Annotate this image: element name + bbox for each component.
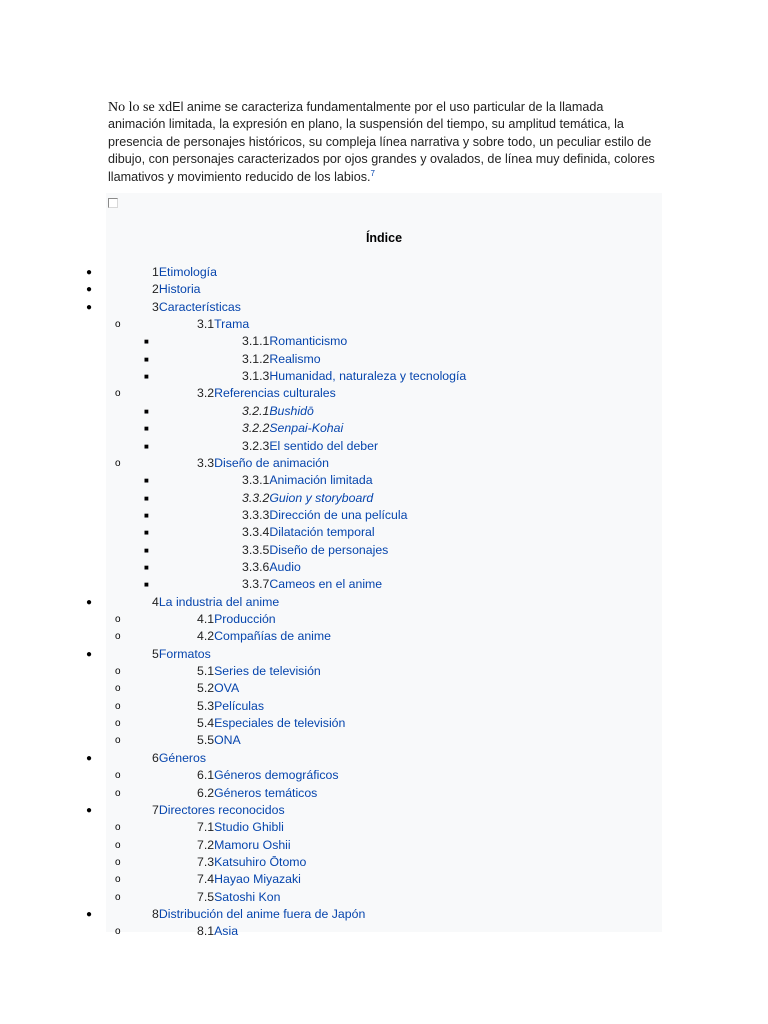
toc-number: 3.3.4 [242,525,270,540]
toc-entry-link[interactable] [197,923,238,940]
toc-label[interactable]: Humanidad, naturaleza y tecnología [269,369,467,384]
toc-number: 3.3.1 [242,473,270,488]
toc-label[interactable]: Etimología [158,265,217,279]
toc-label[interactable]: Trama [214,317,250,332]
toc-title: Índice [365,231,403,245]
toc-entry-link[interactable] [152,594,279,611]
toc-label[interactable]: Directores reconocidos [158,802,285,817]
toc-number: 3.2 [197,386,215,401]
toc-entry-link[interactable] [242,559,301,576]
toc-entry-link[interactable] [152,646,211,663]
list-bullet-icon: ■ [144,528,149,538]
toc-label[interactable]: Satoshi Kon [214,889,281,904]
toc-number: 4.1 [197,612,215,626]
toc-entry-link[interactable] [197,767,339,784]
toc-label[interactable]: Formatos [158,646,211,661]
toc-label[interactable]: Producción [214,612,276,626]
toc-entry-link[interactable] [197,819,284,836]
list-bullet-icon: ● [86,301,93,313]
list-bullet-icon: o [115,614,121,625]
list-bullet-icon: o [115,666,121,678]
toc-entry-link[interactable] [197,455,329,472]
list-bullet-icon: o [115,631,121,643]
list-bullet-icon: o [115,319,121,331]
toc-entry-link[interactable] [197,698,264,715]
list-bullet-icon: o [115,735,121,747]
toc-label[interactable]: Características [158,299,241,314]
toc-number: 6.2 [197,785,215,800]
toc-number: 5 [152,646,159,661]
toc-label[interactable]: Studio Ghibli [214,820,284,835]
list-bullet-icon: ■ [144,424,149,434]
toc-number: 3.3.7 [242,577,270,592]
toc-number: 7.2 [197,837,215,852]
list-bullet-icon: o [115,856,121,868]
reference-link[interactable]: 7 [370,168,375,178]
toc-label[interactable]: Hayao Miyazaki [214,872,301,887]
toc-label[interactable]: Géneros temáticos [214,785,318,800]
toc-label[interactable]: Cameos en el anime [269,577,383,592]
list-bullet-icon: o [115,718,121,730]
list-bullet-icon: o [115,388,121,400]
list-bullet-icon: ■ [144,441,149,451]
toc-number: 7.5 [197,889,215,904]
toc-label[interactable]: Realismo [269,351,321,366]
toc-number: 7.4 [197,872,215,887]
toc-number: 3.3.3 [242,507,270,522]
toc-label[interactable]: Historia [158,282,201,297]
toc-label[interactable]: Dirección de una película [269,507,408,522]
intro-lead: No lo se xd [108,100,173,115]
toc-number: 6.1 [197,768,215,783]
toc-number: 3.2.2 [242,421,270,436]
toc-label[interactable]: Compañías de anime [214,629,331,644]
toc-entry-link[interactable] [242,507,407,524]
toc-label[interactable]: Diseño de personajes [269,542,389,557]
toc-entry-link[interactable] [197,871,301,888]
toc-label[interactable]: Géneros [158,750,207,765]
toc-label[interactable]: Katsuhiro Ōtomo [214,854,307,869]
toc-number: 3.1 [197,317,215,332]
toc-entry-link[interactable] [242,403,314,420]
toc-entry-link[interactable] [197,628,331,645]
toc-label[interactable]: Dilatación temporal [269,525,375,540]
toc-label[interactable]: Bushidō [269,403,314,418]
list-bullet-icon: o [115,891,121,903]
toc-number: 5.4 [197,716,215,731]
toc-entry-link[interactable] [197,663,321,680]
intro-text: El anime se caracteriza fundamentalmente por el uso particular de la llamada animación limitada, la expresión en plano, la suspensión del tiempo, su amplitud temática, la presencia de personajes históricos, su compleja línea narrativa y sobre todo, un peculiar estilo de dibujo, con personajes caracterizados por ojos grandes y ovalados, de línea muy definida, colores llamativos y movimiento reducido de los labios. [108,100,655,184]
toc-entry-link[interactable] [197,837,291,854]
toc-entry-link[interactable] [197,316,249,333]
list-bullet-icon: o [115,770,121,782]
toc-entry-link[interactable] [242,490,373,507]
list-bullet-icon: ■ [144,372,149,382]
toc-entry-link[interactable] [197,680,239,697]
list-bullet-icon: ■ [144,510,149,520]
list-bullet-icon: ● [86,648,93,660]
toc-entry-link[interactable] [242,524,375,541]
toc-number: 7.3 [197,854,215,869]
list-bullet-icon: o [115,683,121,695]
toc-number: 3.2.3 [242,438,270,453]
toc-number: 2 [152,282,159,297]
toc-entry-link[interactable] [197,854,306,871]
toc-label[interactable]: El sentido del deber [269,438,379,453]
toc-label[interactable]: La industria del anime [158,594,280,609]
toc-entry-link[interactable] [152,264,217,281]
toc-label[interactable]: Diseño de animación [214,455,329,470]
toc-label[interactable]: Asia [214,924,239,939]
list-bullet-icon: o [115,700,121,712]
toc-label[interactable]: Animación limitada [269,473,373,488]
toc-toggle-checkbox[interactable] [108,198,118,208]
toc-label[interactable]: Series de televisión [214,664,321,679]
toc-entry-link[interactable] [242,472,373,489]
toc-entry-link[interactable] [152,299,241,316]
toc-entry-link[interactable] [152,750,206,767]
list-bullet-icon: o [115,874,121,886]
list-bullet-icon: ■ [144,562,149,572]
toc-label[interactable]: Géneros demográficos [214,768,339,783]
toc-number: 1 [152,265,159,279]
toc-entry-link[interactable] [242,368,466,385]
list-bullet-icon: o [115,839,121,851]
toc-entry-link[interactable] [242,333,347,350]
toc-label[interactable]: Senpai-Kohai [269,421,344,436]
toc-label[interactable]: Distribución del anime fuera de Japón [158,906,366,921]
toc-label[interactable]: Guion y storyboard [269,490,374,505]
toc-label[interactable]: OVA [214,681,240,696]
toc-number: 7 [152,802,159,817]
toc-entry-link[interactable] [197,715,345,732]
toc-number: 4.2 [197,629,215,644]
toc-number: 5.2 [197,681,215,696]
list-bullet-icon: ● [86,752,93,764]
list-bullet-icon: o [115,457,121,469]
toc-number: 7.1 [197,820,215,835]
toc-label[interactable]: Referencias culturales [214,386,336,401]
toc-label[interactable]: Mamoru Oshii [214,837,291,852]
intro-paragraph [108,99,660,186]
toc-label[interactable]: Audio [269,559,301,574]
toc-number: 6 [152,750,159,765]
list-bullet-icon: ■ [144,545,149,555]
list-bullet-icon: o [115,787,121,799]
list-bullet-icon: ● [86,908,93,920]
list-bullet-icon: ■ [144,493,149,503]
toc-label[interactable]: Especiales de televisión [214,716,346,731]
list-bullet-icon: ■ [144,354,149,364]
list-bullet-icon: ■ [144,580,149,590]
toc-entry-link[interactable] [197,385,336,402]
toc-entry-link[interactable] [197,611,276,628]
toc-entry-link[interactable] [242,438,378,455]
list-bullet-icon: ■ [144,337,149,347]
toc-number: 8.1 [197,924,215,939]
list-bullet-icon: o [115,926,121,938]
list-bullet-icon: ● [86,284,93,296]
list-bullet-icon: ● [86,596,93,608]
list-bullet-icon: o [115,822,121,834]
toc-entry-link[interactable] [152,906,365,923]
list-bullet-icon: ■ [144,476,149,486]
list-bullet-icon: ● [86,804,93,816]
toc-label[interactable]: Películas [214,698,265,713]
toc-entry-link[interactable] [152,802,285,819]
toc-entry-link[interactable] [197,732,241,749]
list-bullet-icon: ● [86,267,93,278]
toc-number: 3.1.3 [242,369,270,384]
toc-number: 5.1 [197,664,215,679]
toc-number: 3.2.1 [242,403,270,418]
toc-number: 3.3.5 [242,542,270,557]
toc-label[interactable]: ONA [214,733,241,748]
toc-number: 3.1.1 [242,334,270,349]
toc-entry-link[interactable] [242,420,343,437]
toc-number: 5.5 [197,733,215,748]
toc-entry-link[interactable] [197,785,317,802]
toc-label[interactable]: Romanticismo [269,334,348,349]
toc-number: 3.3.6 [242,559,270,574]
toc-number: 8 [152,906,159,921]
toc-number: 3.1.2 [242,351,270,366]
toc-entry-link[interactable] [197,889,280,906]
toc-number: 3.3.2 [242,490,270,505]
list-bullet-icon: ■ [144,406,149,416]
toc-entry-link[interactable] [242,351,321,368]
toc-entry-link[interactable] [242,542,388,559]
toc-entry-link[interactable] [152,281,201,298]
toc-number: 3 [152,299,159,314]
toc-entry-link[interactable] [242,576,382,593]
toc-number: 5.3 [197,698,215,713]
toc-number: 4 [152,594,159,609]
toc-number: 3.3 [197,455,215,470]
